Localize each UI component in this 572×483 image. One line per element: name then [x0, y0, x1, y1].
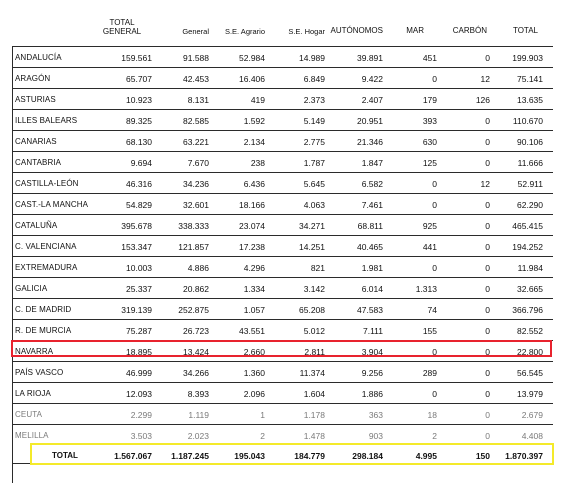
cell-mar: 74	[427, 305, 437, 315]
bottom-border	[12, 463, 553, 464]
cell-gen: 42.453	[183, 74, 209, 84]
cell-gen: 8.393	[187, 389, 209, 399]
cell-agr: 2.134	[243, 137, 265, 147]
cell-car: 0	[485, 284, 490, 294]
table-row	[12, 172, 553, 193]
cell-aut: 68.811	[357, 221, 383, 231]
table-row	[12, 424, 553, 445]
header-total: TOTAL	[512, 26, 538, 35]
cell-car: 0	[485, 137, 490, 147]
cell-tg: 12.093	[126, 389, 152, 399]
cell-tot: 11.666	[517, 158, 543, 168]
cell-tg: 89.325	[126, 116, 152, 126]
header-general: General	[182, 27, 209, 36]
cell-tg: 9.694	[130, 158, 152, 168]
cell-tg: 2.299	[130, 410, 152, 420]
cell-hog: 6.849	[303, 74, 325, 84]
table-row	[12, 214, 553, 235]
cell-aut: 1.847	[361, 158, 383, 168]
header-hogar: S.E. Hogar	[288, 27, 325, 36]
row-label: EXTREMADURA	[15, 263, 78, 272]
cell-mar: 155	[422, 326, 437, 336]
cell-gen: 32.601	[183, 200, 209, 210]
cell-aut: 363	[368, 410, 383, 420]
table-row	[12, 298, 553, 319]
cell-aut: 20.951	[357, 116, 383, 126]
row-label: LA RIOJA	[15, 389, 51, 398]
cell-gen: 20.862	[183, 284, 209, 294]
cell-aut: 6.582	[361, 179, 383, 189]
cell-car: 0	[485, 305, 490, 315]
cell-agr: 23.074	[239, 221, 265, 231]
total-aut: 298.184	[352, 451, 383, 461]
header-total-general-line2: GENERAL	[102, 27, 142, 36]
cell-hog: 14.251	[299, 242, 325, 252]
cell-tot: 465.415	[512, 221, 543, 231]
table-body	[12, 46, 553, 445]
cell-tot: 56.545	[517, 368, 543, 378]
row-label: R. DE MURCIA	[15, 326, 72, 335]
row-label: ILLES BALEARS	[15, 116, 78, 125]
cell-mar: 630	[422, 137, 437, 147]
cell-agr: 1.057	[243, 305, 265, 315]
table-row	[12, 109, 553, 130]
table-row	[12, 235, 553, 256]
cell-gen: 13.424	[183, 347, 209, 357]
cell-hog: 34.271	[299, 221, 325, 231]
cell-mar: 289	[422, 368, 437, 378]
cell-tot: 32.665	[517, 284, 543, 294]
cell-tot: 62.290	[517, 200, 543, 210]
row-label: PAÍS VASCO	[15, 368, 64, 377]
cell-tg: 25.337	[126, 284, 152, 294]
cell-mar: 0	[432, 389, 437, 399]
total-tot: 1.870.397	[505, 451, 543, 461]
cell-tot: 4.408	[521, 431, 543, 441]
cell-tot: 90.106	[517, 137, 543, 147]
cell-gen: 8.131	[187, 95, 209, 105]
cell-gen: 63.221	[183, 137, 209, 147]
cell-agr: 6.436	[243, 179, 265, 189]
table-row	[12, 256, 553, 277]
cell-hog: 5.645	[303, 179, 325, 189]
table-row	[12, 88, 553, 109]
row-label: CASTILLA-LEÓN	[15, 179, 79, 188]
cell-tg: 68.130	[126, 137, 152, 147]
cell-agr: 16.406	[239, 74, 265, 84]
row-label: ARAGÓN	[15, 74, 51, 83]
cell-car: 0	[485, 389, 490, 399]
cell-tg: 46.316	[126, 179, 152, 189]
cell-hog: 2.373	[303, 95, 325, 105]
cell-tg: 159.561	[121, 53, 152, 63]
table-row	[12, 67, 553, 88]
row-label: ANDALUCÍA	[15, 53, 62, 62]
cell-aut: 903	[368, 431, 383, 441]
cell-tg: 75.287	[126, 326, 152, 336]
cell-tg: 3.503	[130, 431, 152, 441]
cell-mar: 179	[422, 95, 437, 105]
cell-gen: 91.588	[183, 53, 209, 63]
cell-agr: 238	[250, 158, 265, 168]
cell-gen: 34.236	[183, 179, 209, 189]
header-mar: MAR	[406, 26, 424, 35]
cell-agr: 17.238	[239, 242, 265, 252]
cell-gen: 26.723	[183, 326, 209, 336]
cell-aut: 1.886	[361, 389, 383, 399]
cell-tg: 395.678	[121, 221, 152, 231]
cell-hog: 1.604	[303, 389, 325, 399]
cell-mar: 451	[422, 53, 437, 63]
cell-car: 0	[485, 221, 490, 231]
row-label: ASTURIAS	[15, 95, 56, 104]
cell-mar: 1.313	[415, 284, 437, 294]
total-gen: 1.187.245	[171, 451, 209, 461]
cell-tot: 75.141	[517, 74, 543, 84]
cell-tg: 10.003	[126, 263, 152, 273]
cell-mar: 0	[432, 263, 437, 273]
table-row	[12, 403, 553, 424]
cell-gen: 7.670	[187, 158, 209, 168]
cell-tg: 319.139	[121, 305, 152, 315]
table-row	[12, 340, 553, 361]
row-label: CANARIAS	[15, 137, 57, 146]
cell-agr: 43.551	[239, 326, 265, 336]
row-label: CAST.-LA MANCHA	[15, 200, 89, 209]
total-tg: 1.567.067	[114, 451, 152, 461]
cell-mar: 925	[422, 221, 437, 231]
cell-hog: 2.775	[303, 137, 325, 147]
table-row	[12, 193, 553, 214]
cell-car: 0	[485, 200, 490, 210]
cell-tot: 366.796	[512, 305, 543, 315]
table-row	[12, 319, 553, 340]
cell-agr: 1.592	[243, 116, 265, 126]
cell-aut: 6.014	[361, 284, 383, 294]
total-hog: 184.779	[294, 451, 325, 461]
cell-aut: 7.461	[361, 200, 383, 210]
table-row	[12, 277, 553, 298]
cell-mar: 2	[432, 431, 437, 441]
row-label: C. VALENCIANA	[15, 242, 77, 251]
row-label: CEUTA	[15, 410, 43, 419]
cell-tot: 82.552	[517, 326, 543, 336]
cell-gen: 121.857	[178, 242, 209, 252]
cell-car: 0	[485, 368, 490, 378]
cell-gen: 252.875	[178, 305, 209, 315]
cell-aut: 40.465	[357, 242, 383, 252]
cell-car: 12	[480, 179, 490, 189]
header-agrario: S.E. Agrario	[224, 27, 265, 36]
cell-aut: 2.407	[361, 95, 383, 105]
cell-car: 0	[485, 326, 490, 336]
cell-agr: 1.334	[243, 284, 265, 294]
cell-aut: 7.111	[362, 326, 383, 336]
cell-hog: 1.478	[303, 431, 325, 441]
header-carbon: CARBÓN	[452, 26, 487, 35]
cell-car: 0	[485, 347, 490, 357]
cell-agr: 52.984	[239, 53, 265, 63]
cell-tot: 52.911	[517, 179, 543, 189]
cell-mar: 441	[422, 242, 437, 252]
cell-car: 0	[485, 263, 490, 273]
cell-tot: 194.252	[512, 242, 543, 252]
cell-agr: 1	[260, 410, 265, 420]
cell-aut: 3.904	[361, 347, 383, 357]
cell-gen: 34.266	[183, 368, 209, 378]
cell-hog: 1.787	[303, 158, 325, 168]
cell-gen: 2.023	[187, 431, 209, 441]
row-label: MELILLA	[15, 431, 49, 440]
cell-gen: 4.886	[187, 263, 209, 273]
cell-hog: 11.374	[299, 368, 325, 378]
row-label: C. DE MADRID	[15, 305, 72, 314]
cell-tg: 153.347	[121, 242, 152, 252]
cell-gen: 82.585	[183, 116, 209, 126]
total-car: 150	[475, 451, 490, 461]
cell-hog: 4.063	[303, 200, 325, 210]
total-row	[12, 446, 553, 463]
cell-tot: 22.800	[517, 347, 543, 357]
table-row	[12, 151, 553, 172]
cell-tg: 46.999	[126, 368, 152, 378]
table-row	[12, 361, 553, 382]
cell-tot: 110.670	[512, 116, 543, 126]
cell-tg: 10.923	[126, 95, 152, 105]
total-agr: 195.043	[234, 451, 265, 461]
table-row	[12, 382, 553, 403]
cell-car: 126	[475, 95, 490, 105]
cell-car: 0	[485, 410, 490, 420]
cell-agr: 2	[260, 431, 265, 441]
cell-aut: 1.981	[361, 263, 383, 273]
cell-mar: 0	[432, 200, 437, 210]
cell-gen: 338.333	[178, 221, 209, 231]
cell-hog: 14.989	[299, 53, 325, 63]
cell-tot: 13.635	[517, 95, 543, 105]
cell-mar: 0	[432, 347, 437, 357]
cell-car: 0	[485, 116, 490, 126]
table-row	[12, 130, 553, 151]
row-label: CATALUÑA	[15, 221, 58, 230]
cell-tot: 199.903	[512, 53, 543, 63]
cell-gen: 1.119	[188, 410, 209, 420]
cell-hog: 1.178	[303, 410, 325, 420]
total-mar: 4.995	[415, 451, 437, 461]
cell-mar: 0	[432, 74, 437, 84]
row-label: GALICIA	[15, 284, 48, 293]
cell-tot: 13.979	[517, 389, 543, 399]
table-row	[12, 46, 553, 67]
total-label: TOTAL	[52, 451, 78, 460]
cell-tg: 65.707	[126, 74, 152, 84]
cell-hog: 821	[310, 263, 325, 273]
cell-aut: 21.346	[357, 137, 383, 147]
cell-mar: 18	[427, 410, 437, 420]
cell-car: 0	[485, 431, 490, 441]
cell-car: 12	[480, 74, 490, 84]
cell-tot: 2.679	[521, 410, 543, 420]
cell-agr: 2.660	[243, 347, 265, 357]
cell-aut: 9.256	[361, 368, 383, 378]
header-total-general-line1: TOTAL	[109, 18, 135, 27]
cell-agr: 18.166	[239, 200, 265, 210]
cell-car: 0	[485, 242, 490, 252]
cell-tg: 54.829	[126, 200, 152, 210]
cell-tg: 18.895	[126, 347, 152, 357]
cell-mar: 125	[422, 158, 437, 168]
cell-agr: 4.296	[243, 263, 265, 273]
cell-agr: 419	[250, 95, 265, 105]
cell-hog: 5.149	[303, 116, 325, 126]
cell-agr: 1.360	[243, 368, 265, 378]
cell-mar: 393	[422, 116, 437, 126]
cell-agr: 2.096	[243, 389, 265, 399]
row-label: NAVARRA	[15, 347, 54, 356]
table-header	[12, 18, 553, 46]
cell-aut: 47.583	[357, 305, 383, 315]
cell-mar: 0	[432, 179, 437, 189]
cell-aut: 9.422	[361, 74, 383, 84]
cell-car: 0	[485, 53, 490, 63]
data-table	[12, 18, 553, 461]
cell-car: 0	[485, 158, 490, 168]
header-autonomos: AUTÓNOMOS	[330, 26, 383, 35]
cell-hog: 2.811	[304, 347, 325, 357]
cell-hog: 65.208	[299, 305, 325, 315]
cell-aut: 39.891	[357, 53, 383, 63]
row-label: CANTABRIA	[15, 158, 62, 167]
cell-tot: 11.984	[517, 263, 543, 273]
cell-hog: 3.142	[303, 284, 325, 294]
cell-hog: 5.012	[303, 326, 325, 336]
